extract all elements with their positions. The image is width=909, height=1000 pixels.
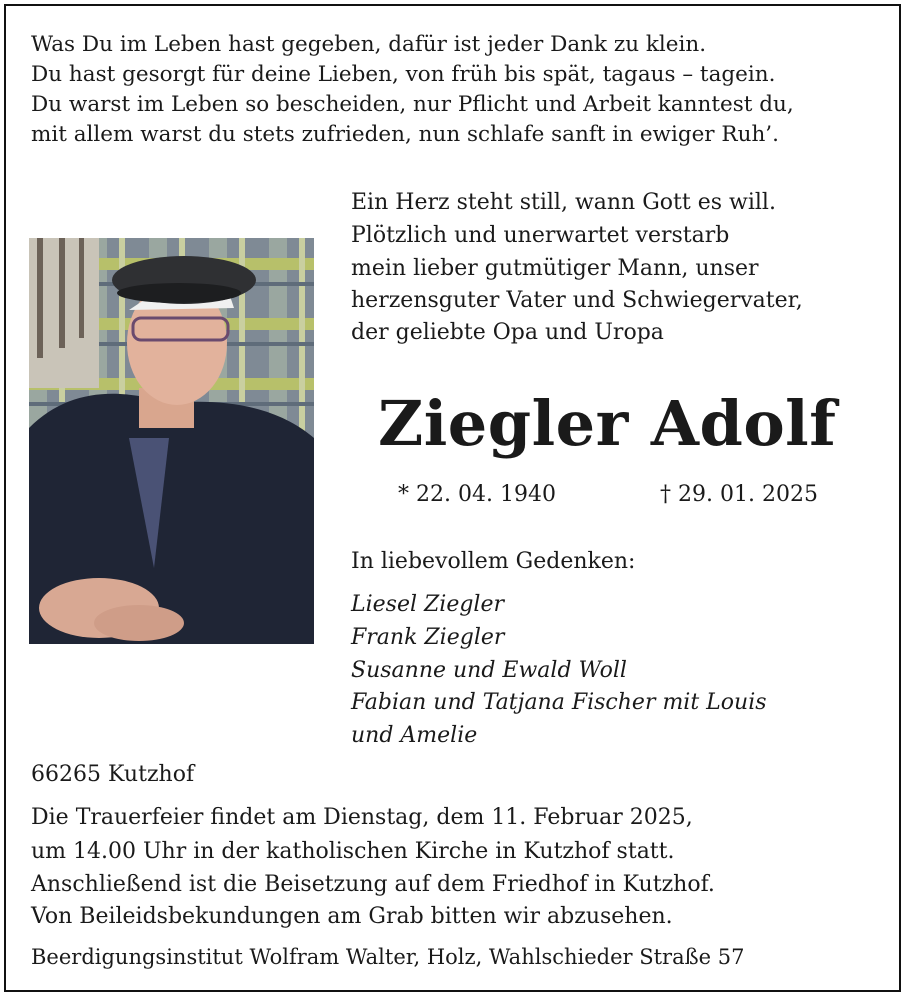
deceased-name: Ziegler Adolf <box>378 387 837 460</box>
poem-line: Du hast gesorgt für deine Lieben, von früh bis spät, tagaus – tagein. <box>31 62 776 87</box>
birth-date: * 22. 04. 1940 <box>398 482 556 507</box>
intro-line: Ein Herz steht still, wann Gott es will. <box>351 190 776 215</box>
intro-line: herzensguter Vater und Schwiegervater, <box>351 288 803 313</box>
intro-line: Plötzlich und unerwartet verstarb <box>351 223 730 248</box>
intro-line: der geliebte Opa und Uropa <box>351 320 664 345</box>
intro-line: mein lieber gutmütiger Mann, unser <box>351 256 759 281</box>
portrait-photo <box>29 238 314 644</box>
service-line: Anschließend ist die Beisetzung auf dem Friedhof in Kutzhof. <box>31 872 715 897</box>
poem-line: Du warst im Leben so bescheiden, nur Pflicht und Arbeit kanntest du, <box>31 92 794 117</box>
service-line: Von Beileidsbekundungen am Grab bitten wir abzusehen. <box>31 904 673 929</box>
mourners-heading: In liebevollem Gedenken: <box>351 549 636 574</box>
service-line: um 14.00 Uhr in der katholischen Kirche in Kutzhof statt. <box>31 839 675 864</box>
mourner-name: und Amelie <box>351 723 478 748</box>
service-line: Die Trauerfeier findet am Dienstag, dem 11. Februar 2025, <box>31 805 693 830</box>
poem-line: Was Du im Leben hast gegeben, dafür ist jeder Dank zu klein. <box>31 32 707 57</box>
undertaker: Beerdigungsinstitut Wolfram Walter, Holz, Wahlschieder Straße 57 <box>31 945 745 969</box>
poem-line: mit allem warst du stets zufrieden, nun schlafe sanft in ewiger Ruh’. <box>31 122 779 147</box>
death-date: † 29. 01. 2025 <box>660 482 818 507</box>
place: 66265 Kutzhof <box>31 762 195 787</box>
mourner-name: Fabian und Tatjana Fischer mit Louis <box>351 690 767 715</box>
mourner-name: Susanne und Ewald Woll <box>351 658 627 683</box>
mourner-name: Frank Ziegler <box>351 625 505 650</box>
mourner-name: Liesel Ziegler <box>351 592 505 617</box>
portrait-illustration <box>29 238 314 644</box>
